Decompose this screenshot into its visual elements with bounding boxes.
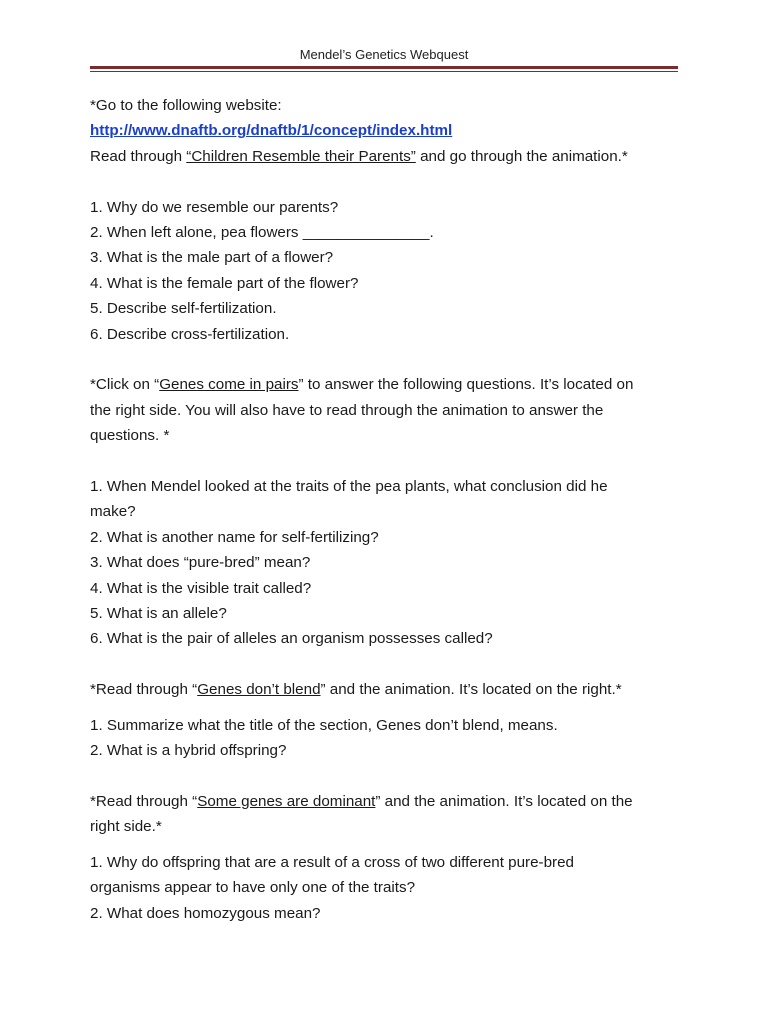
- genes-dont-blend-link[interactable]: Genes don’t blend: [197, 681, 321, 699]
- question-item: 3. What does “pure-bred” mean?: [90, 554, 311, 572]
- intro-instruction: *Go to the following website:: [90, 97, 282, 114]
- question-item: 6. Describe cross-fertilization.: [90, 325, 290, 343]
- question-item: 1. Summarize what the title of the section, Genes don’t blend, means.: [90, 716, 558, 734]
- question-item: organisms appear to have only one of the traits?: [90, 879, 416, 897]
- section4-instruction: *Read through “Some genes are dominant” and the animation. It’s located on the: [90, 792, 633, 810]
- children-resemble-parents-link[interactable]: “Children Resemble their Parents”: [186, 147, 416, 165]
- question-item: 1. When Mendel looked at the traits of the pea plants, what conclusion did he: [90, 478, 608, 496]
- question-item: 2. When left alone, pea flowers _______________.: [90, 224, 434, 242]
- question-item: 5. What is an allele?: [90, 605, 227, 623]
- section2-instruction-line3: questions. *: [90, 427, 170, 445]
- genes-come-in-pairs-link[interactable]: Genes come in pairs: [159, 376, 299, 394]
- question-item: 4. What is the visible trait called?: [90, 579, 312, 597]
- page-header-title: Mendel’s Genetics Webquest: [299, 47, 469, 62]
- section4-instruction-line2: right side.*: [90, 818, 162, 836]
- header-rule-thick: [90, 66, 678, 69]
- section3-instruction: *Read through “Genes don’t blend” and the animation. It’s located on the right.*: [90, 681, 622, 699]
- question-item: 2. What is another name for self-fertilizing?: [90, 528, 379, 546]
- question-item: 6. What is the pair of alleles an organism possesses called?: [90, 630, 493, 648]
- question-item: 1. Why do offspring that are a result of a cross of two different pure-bred: [90, 853, 575, 871]
- question-item: 4. What is the female part of the flower?: [90, 274, 359, 292]
- question-item: 5. Describe self-fertilization.: [90, 300, 277, 318]
- section2-instruction-line2: the right side. You will also have to read through the animation to answer the: [90, 401, 604, 419]
- question-item: 3. What is the male part of a flower?: [90, 249, 334, 267]
- question-item: 1. Why do we resemble our parents?: [90, 198, 339, 216]
- section2-instruction: *Click on “Genes come in pairs” to answer the following questions. It’s located on: [90, 376, 634, 394]
- document-body: [90, 93, 690, 926]
- question-item: 2. What does homozygous mean?: [90, 904, 321, 922]
- question-item: make?: [90, 503, 136, 521]
- header-rule-thin: [90, 71, 678, 72]
- intro-read-instruction: Read through “Children Resemble their Parents” and go through the animation.*: [90, 147, 628, 165]
- question-item: 2. What is a hybrid offspring?: [90, 742, 287, 760]
- website-link[interactable]: http://www.dnaftb.org/dnaftb/1/concept/index.html: [90, 122, 453, 140]
- some-genes-are-dominant-link[interactable]: Some genes are dominant: [197, 792, 376, 810]
